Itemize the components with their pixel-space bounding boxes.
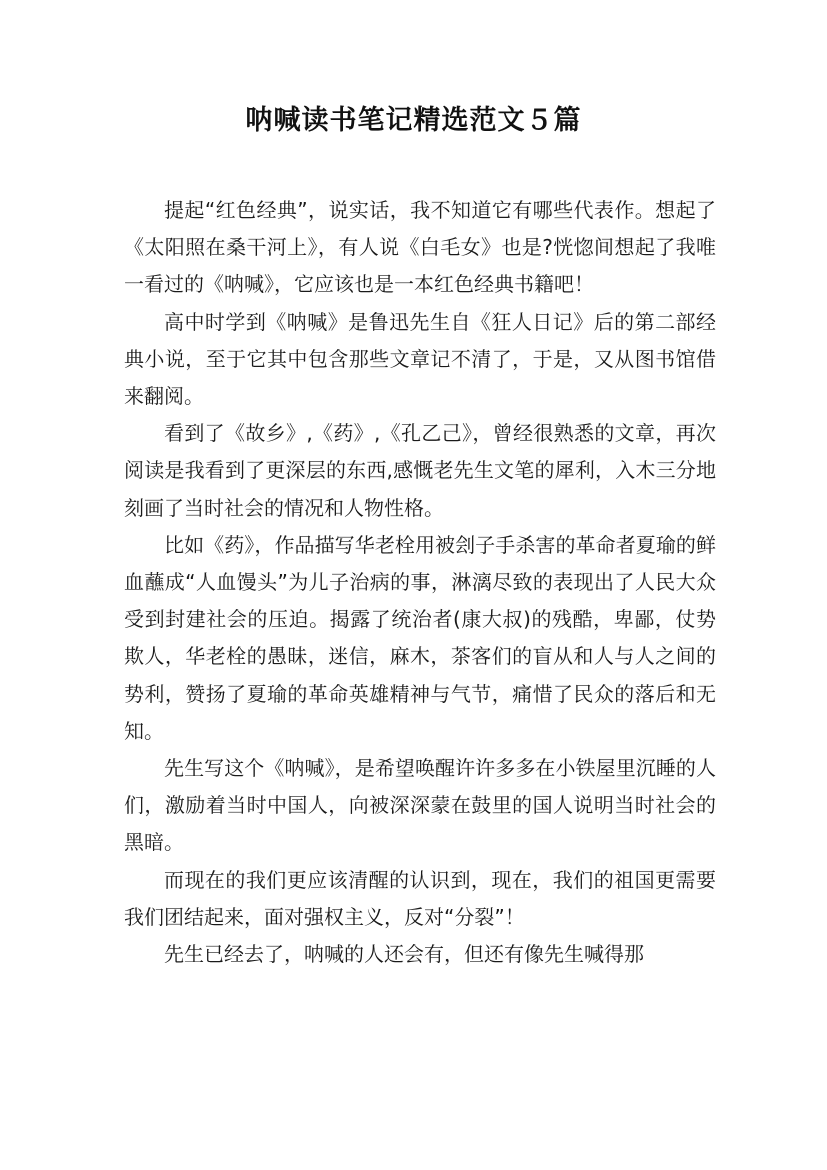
paragraph: 看到了《故乡》,《药》,《孔乙己》，曾经很熟悉的文章，再次阅读是我看到了更深层的东西,感慨老先生文笔的犀利，入木三分地刻画了当时社会的情况和人物性格。: [124, 421, 716, 520]
paragraph: 比如《药》，作品描写华老栓用被刽子手杀害的革命者夏瑜的鲜血蘸成“人血馒头”为儿子治病的事，淋漓尽致的表现出了人民大众受到封建社会的压迫。揭露了统治者(康大叔)的残酷，卑鄙，仗势欺人，华老栓的愚昧，迷信，麻木，茶客们的盲从和人与人之间的势利，赞扬了夏瑜的革命英雄精神与气节，痛惜了民众的落后和无知。: [124, 532, 716, 743]
document-title: 呐喊读书笔记精选范文５篇: [245, 105, 582, 136]
paragraph: 高中时学到《呐喊》是鲁迅先生自《狂人日记》后的第二部经典小说，至于它其中包含那些文章记不清了，于是，又从图书馆借来翻阅。: [124, 309, 716, 409]
paragraph: 提起“红色经典”，说实话，我不知道它有哪些代表作。想起了《太阳照在桑干河上》，有人说《白毛女》也是?恍惚间想起了我唯一看过的《呐喊》，它应该也是一本红色经典书籍吧！: [124, 198, 716, 297]
document-body: [124, 192, 716, 973]
paragraph: 先生已经去了，呐喊的人还会有，但还有像先生喊得那: [164, 942, 644, 967]
paragraph: 先生写这个《呐喊》，是希望唤醒许许多多在小铁屋里沉睡的人们，激励着当时中国人，向被深深蒙在鼓里的国人说明当时社会的黑暗。: [124, 756, 716, 855]
paragraph: 而现在的我们更应该清醒的认识到，现在，我们的祖国更需要我们团结起来，面对强权主义，反对“分裂”！: [124, 867, 716, 929]
